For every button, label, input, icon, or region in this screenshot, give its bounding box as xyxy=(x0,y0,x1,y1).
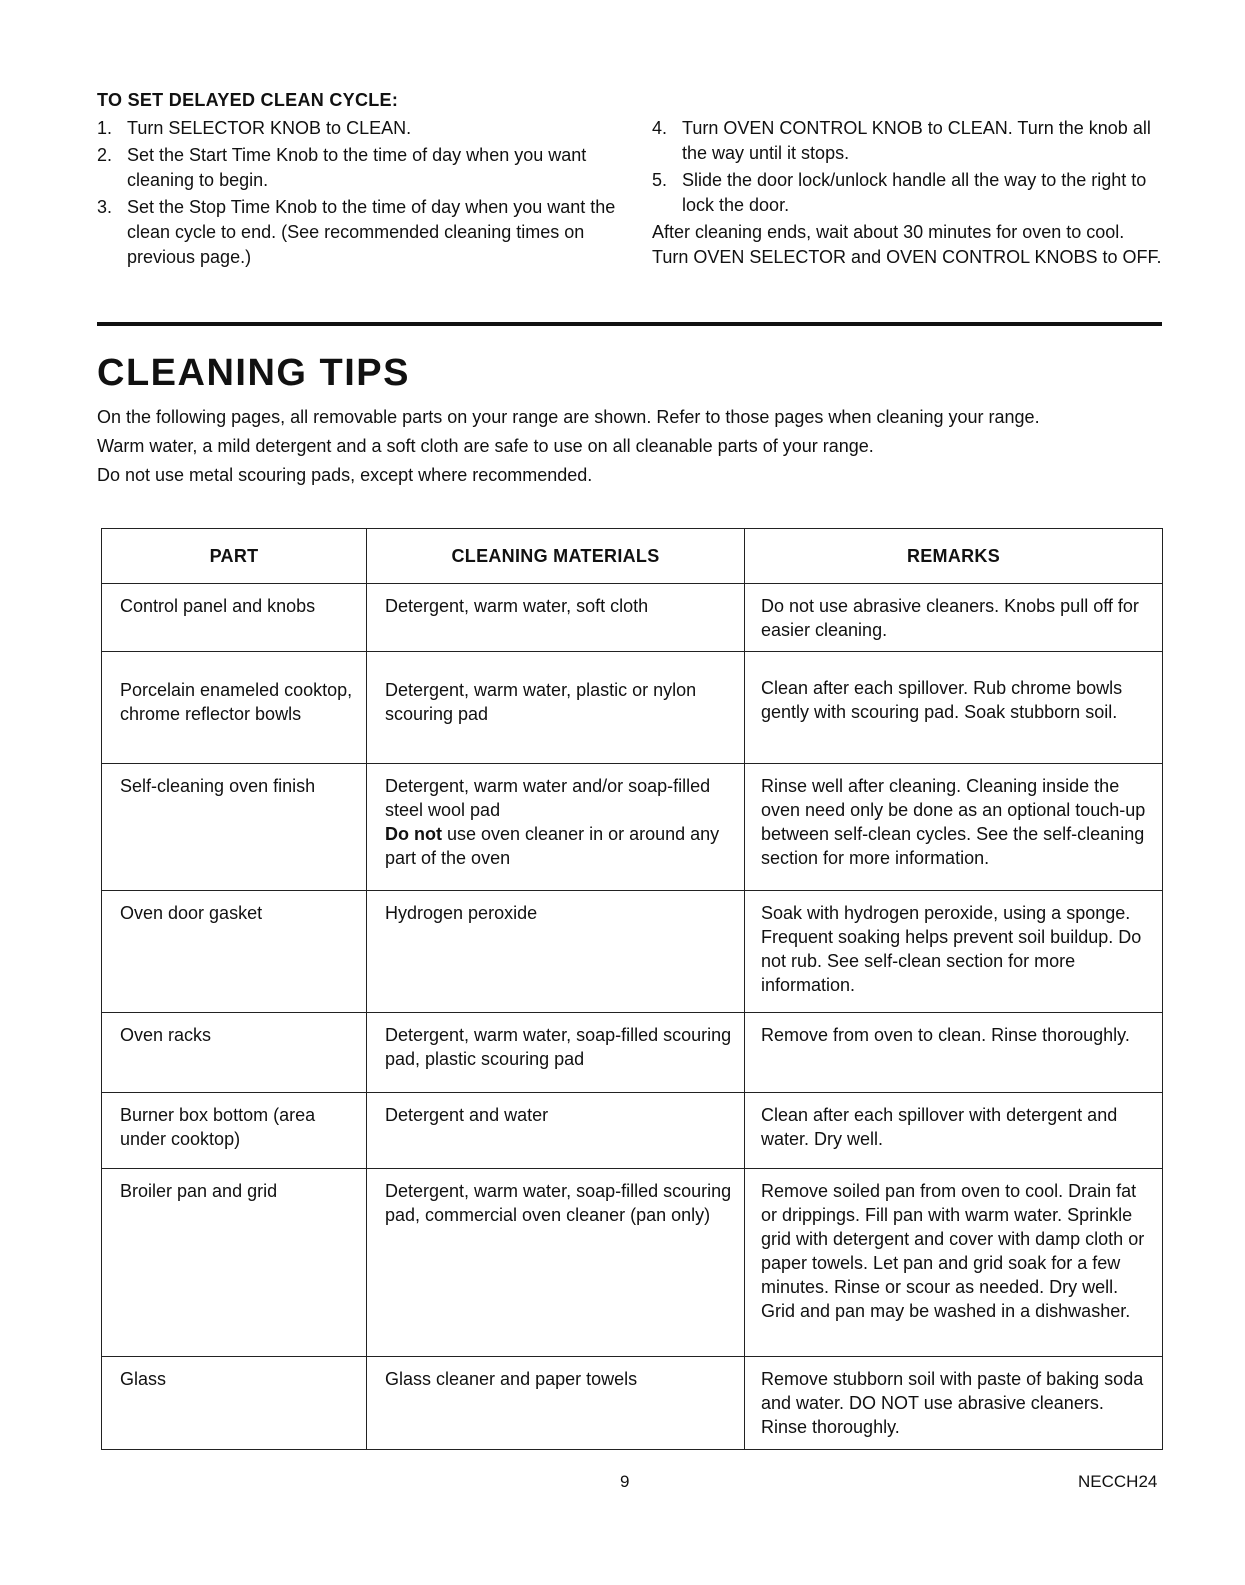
cell-part: Burner box bottom (area under cooktop) xyxy=(102,1093,367,1169)
cell-part: Oven door gasket xyxy=(102,891,367,1013)
cell-materials: Detergent, warm water, soft cloth xyxy=(367,584,745,652)
cell-remarks: Remove soiled pan from oven to cool. Drain fat or drippings. Fill pan with warm water. Sprinkle grid with detergent and cover with damp cloth or paper towels. Let pan and grid soak for a few minutes. Rinse or scour as needed. Dry well. Grid and pan may be washed in a dishwasher. xyxy=(745,1169,1163,1357)
intro-paragraph: On the following pages, all removable parts on your range are shown. Refer to those pages when cleaning your range. xyxy=(97,407,1040,427)
table-row xyxy=(102,1357,1163,1450)
intro-paragraph: Warm water, a mild detergent and a soft cloth are safe to use on all cleanable parts of your range. xyxy=(97,436,874,456)
table-header-row xyxy=(102,529,1163,584)
step-item: 3. Set the Stop Time Knob to the time of day when you want the clean cycle to end. (See recommended cleaning times on previous page.) xyxy=(97,197,616,267)
table-row xyxy=(102,652,1163,764)
table-row xyxy=(102,584,1163,652)
cell-materials: Glass cleaner and paper towels xyxy=(367,1357,745,1450)
cell-materials: Detergent and water xyxy=(367,1093,745,1169)
cell-part: Glass xyxy=(102,1357,367,1450)
step-item: 2. Set the Start Time Knob to the time of day when you want cleaning to begin. xyxy=(97,145,587,190)
materials-warning: Do not use oven cleaner in or around any part of the oven xyxy=(385,824,720,868)
delayed-clean-heading: TO SET DELAYED CLEAN CYCLE: xyxy=(97,90,399,110)
delayed-clean-steps-left xyxy=(97,116,617,272)
table-row xyxy=(102,764,1163,891)
step-item: 5. Slide the door lock/unlock handle all the way to the right to lock the door. xyxy=(652,170,1147,215)
cell-part: Broiler pan and grid xyxy=(102,1169,367,1357)
cell-remarks: Remove stubborn soil with paste of baking soda and water. DO NOT use abrasive cleaners. Rinse thoroughly. xyxy=(745,1357,1163,1450)
cell-remarks: Do not use abrasive cleaners. Knobs pull off for easier cleaning. xyxy=(745,584,1163,652)
step-item: 1. Turn SELECTOR KNOB to CLEAN. xyxy=(97,118,412,138)
cleaning-tips-title: CLEANING TIPS xyxy=(97,352,410,394)
cell-remarks: Clean after each spillover. Rub chrome bowls gently with scouring pad. Soak stubborn soil. xyxy=(745,652,1163,764)
header-remarks: REMARKS xyxy=(745,529,1163,584)
section-divider xyxy=(97,322,1162,326)
page-number: 9 xyxy=(620,1472,630,1491)
header-materials: CLEANING MATERIALS xyxy=(367,529,745,584)
header-part: PART xyxy=(102,529,367,584)
table-row xyxy=(102,1013,1163,1093)
cell-materials xyxy=(367,764,745,891)
step-item: 4. Turn OVEN CONTROL KNOB to CLEAN. Turn the knob all the way until it stops. xyxy=(652,118,1151,163)
table-row xyxy=(102,1169,1163,1357)
document-code: NECCH24 xyxy=(1078,1472,1158,1491)
cell-part: Self-cleaning oven finish xyxy=(102,764,367,891)
cell-materials: Hydrogen peroxide xyxy=(367,891,745,1013)
cell-remarks: Remove from oven to clean. Rinse thoroughly. xyxy=(745,1013,1163,1093)
cell-part: Oven racks xyxy=(102,1013,367,1093)
cell-part: Porcelain enameled cooktop, chrome reflector bowls xyxy=(102,652,367,764)
cell-materials: Detergent, warm water, soap-filled scouring pad, commercial oven cleaner (pan only) xyxy=(367,1169,745,1357)
cell-remarks: Clean after each spillover with detergent and water. Dry well. xyxy=(745,1093,1163,1169)
warning-label: Do not xyxy=(385,824,442,844)
intro-paragraph: Do not use metal scouring pads, except where recommended. xyxy=(97,465,593,485)
cell-remarks: Soak with hydrogen peroxide, using a sponge. Frequent soaking helps prevent soil buildup. Do not rub. See self-clean section for more information. xyxy=(745,891,1163,1013)
cleaning-table xyxy=(101,528,1163,1450)
materials-text: Detergent, warm water and/or soap-filled steel wool pad xyxy=(385,776,711,820)
cleaning-tips-intro xyxy=(97,405,1167,492)
cell-remarks: Rinse well after cleaning. Cleaning inside the oven need only be done as an optional touch-up between self-clean cycles. See the self-cleaning section for more information. xyxy=(745,764,1163,891)
after-cleaning-note: After cleaning ends, wait about 30 minutes for oven to cool. Turn OVEN SELECTOR and OVEN CONTROL KNOBS to OFF. xyxy=(652,222,1162,267)
table-row xyxy=(102,891,1163,1013)
cell-materials: Detergent, warm water, plastic or nylon scouring pad xyxy=(367,652,745,764)
cell-materials: Detergent, warm water, soap-filled scouring pad, plastic scouring pad xyxy=(367,1013,745,1093)
delayed-clean-steps-right xyxy=(652,116,1162,270)
table-row xyxy=(102,1093,1163,1169)
cell-part: Control panel and knobs xyxy=(102,584,367,652)
